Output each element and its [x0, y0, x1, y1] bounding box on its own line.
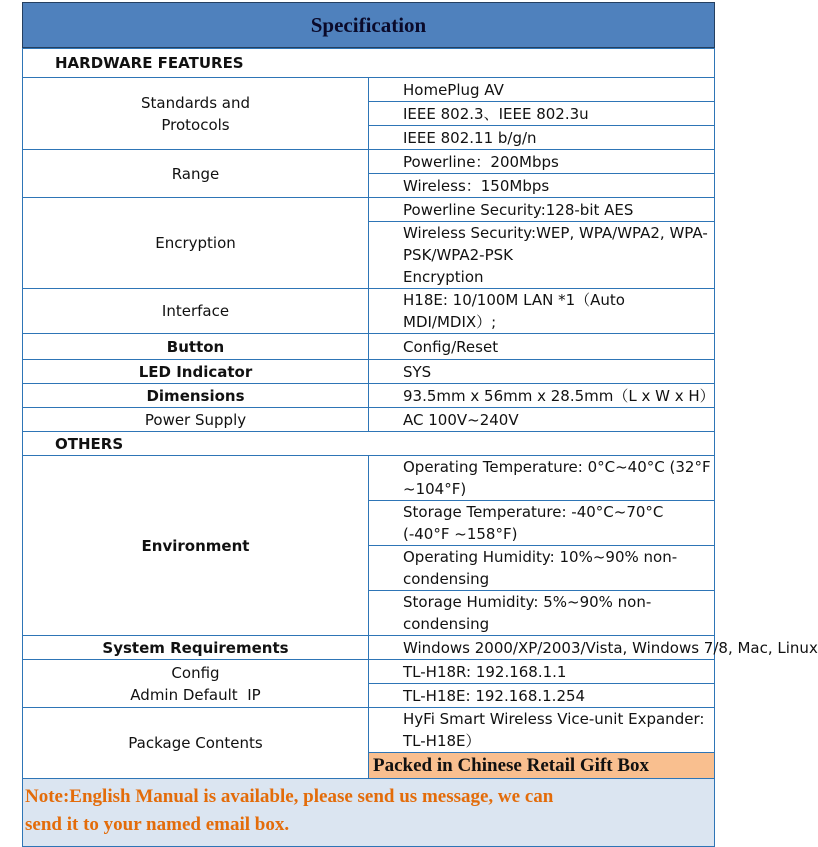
value-standards-1: HomePlug AV [369, 78, 715, 102]
table-row [23, 360, 715, 384]
label-led: LED Indicator [23, 360, 369, 384]
value-encryption-2a: Wireless Security:WEP, WPA/WPA2, WPA-PSK/WPA2-PSK [403, 224, 708, 264]
value-encryption-2 [369, 222, 715, 289]
value-encryption-1: Powerline Security:128-bit AES [369, 198, 715, 222]
table-row [23, 198, 715, 222]
section-row-others [23, 432, 715, 456]
label-dimensions: Dimensions [23, 384, 369, 408]
value-package-gift: Packed in Chinese Retail Gift Box [369, 753, 715, 779]
table-row [23, 289, 715, 334]
value-power: AC 100V~240V [369, 408, 715, 432]
table-row [23, 408, 715, 432]
spec-header [22, 2, 715, 48]
label-standards-line2: Protocols [161, 115, 230, 134]
label-config-line2: Admin Default IP [130, 685, 261, 704]
label-config-line1: Config [171, 663, 220, 682]
label-power: Power Supply [23, 408, 369, 432]
value-standards-2: IEEE 802.3、IEEE 802.3u [369, 102, 715, 126]
value-range-1: Powerline：200Mbps [369, 150, 715, 174]
value-config-2: TL-H18E: 192.168.1.254 [369, 684, 715, 708]
label-package: Package Contents [23, 708, 369, 779]
value-environment-3: Operating Humidity: 10%~90% non-condensing [369, 546, 715, 591]
label-interface: Interface [23, 289, 369, 334]
label-range: Range [23, 150, 369, 198]
label-standards-line1: Standards and [140, 93, 251, 112]
table-row [23, 660, 715, 684]
spec-table [22, 48, 818, 779]
table-row [23, 78, 715, 102]
value-environment-4: Storage Humidity: 5%~90% non-condensing [369, 591, 715, 636]
label-environment: Environment [23, 456, 369, 636]
label-system: System Requirements [23, 636, 369, 660]
section-hardware: HARDWARE FEATURES [23, 49, 715, 78]
table-row [23, 334, 715, 360]
value-range-2: Wireless：150Mbps [369, 174, 715, 198]
value-encryption-2b: Encryption [403, 268, 484, 286]
value-standards-3: IEEE 802.11 b/g/n [369, 126, 715, 150]
note-line-2: send it to your named email box. [25, 814, 290, 835]
note-box [22, 779, 715, 847]
spec-title: Specification [310, 12, 427, 37]
section-others: OTHERS [23, 432, 715, 456]
value-config-1: TL-H18R: 192.168.1.1 [369, 660, 715, 684]
value-led: SYS [369, 360, 715, 384]
value-interface: H18E: 10/100M LAN *1（Auto MDI/MDIX）; [369, 289, 715, 334]
value-package-1: HyFi Smart Wireless Vice-unit Expander: TL-H18E） [369, 708, 715, 753]
table-row [23, 456, 715, 501]
label-standards [23, 78, 369, 150]
table-row [23, 708, 715, 753]
section-row-hardware [23, 49, 715, 78]
table-row [23, 150, 715, 174]
table-row [23, 636, 715, 660]
label-config [23, 660, 369, 708]
table-row [23, 384, 715, 408]
label-button: Button [23, 334, 369, 360]
value-button: Config/Reset [369, 334, 715, 360]
value-environment-1: Operating Temperature: 0°C~40°C (32°F ~104°F) [369, 456, 715, 501]
spec-sheet [22, 2, 818, 847]
value-dimensions: 93.5mm x 56mm x 28.5mm（L x W x H） [369, 384, 715, 408]
note-line-1: Note:English Manual is available, please send us message, we can [25, 786, 554, 807]
value-system: Windows 2000/XP/2003/Vista, Windows 7/8, Mac, Linux [369, 636, 715, 660]
label-encryption: Encryption [23, 198, 369, 289]
value-environment-2: Storage Temperature: -40°C~70°C (-40°F ~158°F) [369, 501, 715, 546]
